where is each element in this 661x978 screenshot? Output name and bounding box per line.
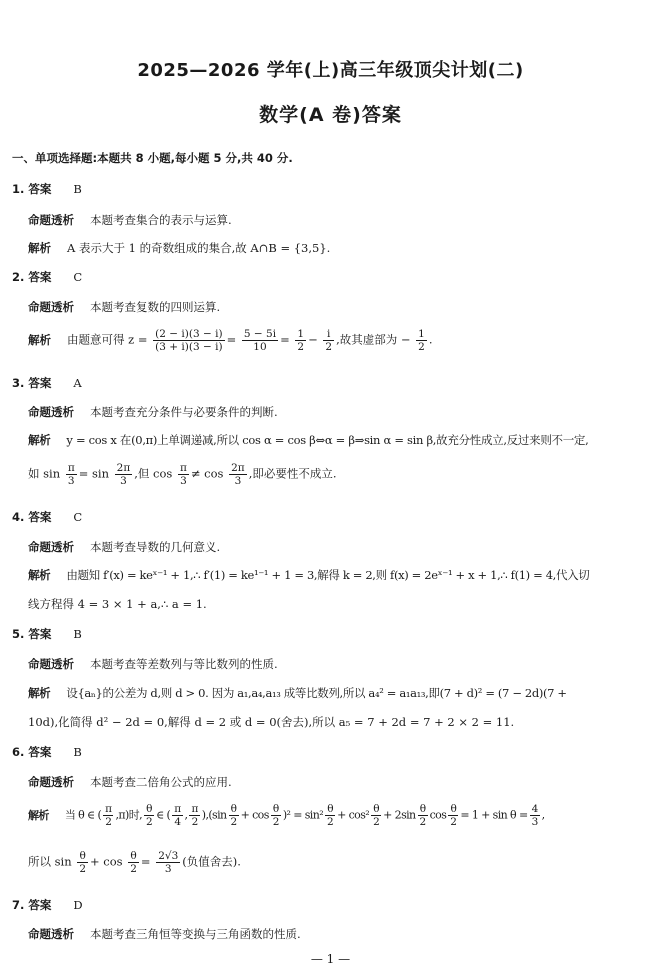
question-2-purpose [28, 299, 647, 315]
question-3-header [12, 375, 82, 391]
analysis-label: 解析 [28, 332, 51, 347]
purpose-label: 命题透析 [28, 405, 74, 419]
purpose-text: 本题考查三角恒等变换与三角函数的性质. [90, 927, 301, 941]
analysis-text: 设{aₙ}的公差为 d,则 d > 0. 因为 a₁,a₄,a₁₃ 成等比数列,所以 a₄² = a₁a₁₃,即(7 + d)² = (7 − 2d)(7 + [66, 686, 567, 700]
question-6-analysis: 解析 当 θ ∈ ( $\frac{\pi}{2}$ ,π)时, $\frac{\theta}{2}$ ∈ ( $\frac{\pi}{4}$ , $\frac{\pi}{2}$ ),(sin $\frac{\theta}{2}$ + cos $\frac{\theta}{2}$ )² = sin² $\frac{\theta}{2}$ + cos² $\frac{\theta}{2}$ + 2sin $\frac{\theta}{2}$ cos $\frac{\theta}{2}$ = 1 + sin θ = $\frac{4}{3}$ , [28, 803, 545, 829]
analysis-label: 解析 [28, 241, 51, 255]
exam-subtitle: 数学(A 卷)答案 [259, 104, 402, 126]
fraction: $\frac{\pi}{4}$ [174, 803, 181, 829]
answer-label: 答案 [28, 510, 52, 524]
purpose-text: 本题考查复数的四则运算. [90, 300, 221, 314]
question-1-purpose [28, 212, 647, 228]
analysis-text: 由题知 f′(x) = keˣ⁻¹ + 1,∴ f′(1) = ke¹⁻¹ + 1 = 3,解得 k = 2,则 f(x) = 2eˣ⁻¹ + x + 1,∴ f(1) = 4,代入切 [66, 568, 590, 582]
answer-choice: C [73, 510, 83, 524]
purpose-label: 命题透析 [28, 927, 74, 941]
question-number: 6. [12, 745, 25, 759]
question-4-analysis [28, 567, 647, 583]
fraction: $\frac{\theta}{2}$ [79, 850, 86, 876]
answer-choice: B [73, 627, 82, 641]
answer-label: 答案 [28, 745, 52, 759]
question-number: 1. [12, 182, 25, 196]
fraction: $\frac{(2 - i)(3 - i)}{(3 + i)(3 - i)}$ [155, 328, 223, 354]
fraction: $\frac{2\pi}{3}$ [231, 462, 245, 488]
fraction: $\frac{\theta}{2}$ [130, 850, 137, 876]
question-3-analysis [28, 432, 647, 448]
fraction: $\frac{1}{2}$ [297, 328, 305, 354]
question-5-header [12, 626, 82, 642]
answer-label: 答案 [28, 898, 52, 912]
section-heading: 一、单项选择题:本题共 8 小题,每小题 5 分,共 40 分. [12, 151, 293, 165]
purpose-label: 命题透析 [28, 657, 74, 671]
question-number: 2. [12, 270, 25, 284]
fraction: $\frac{2\pi}{3}$ [116, 462, 131, 488]
answer-choice: C [73, 270, 83, 284]
purpose-label: 命题透析 [28, 213, 74, 227]
question-number: 7. [12, 898, 25, 912]
question-1-header [12, 181, 82, 197]
question-number: 4. [12, 510, 25, 524]
purpose-text: 本题考查等差数列与等比数列的性质. [90, 657, 278, 671]
question-number: 5. [12, 627, 25, 641]
fraction: $\frac{\theta}{2}$ [450, 803, 457, 829]
answer-label: 答案 [28, 627, 52, 641]
purpose-text: 本题考查二倍角公式的应用. [90, 775, 232, 789]
page-number: — 1 — [310, 952, 351, 966]
answer-choice: D [73, 898, 83, 912]
fraction: $\frac{\theta}{2}$ [373, 803, 380, 829]
analysis-text: y = cos x 在(0,π)上单调递减,所以 cos α = cos β⇔α = β⇒sin α = sin β,故充分性成立,反过来则不一定, [66, 433, 589, 447]
question-5-analysis [28, 685, 647, 701]
question-3-analysis-cont: 如 sin $\frac{\pi}{3}$ = sin $\frac{2\pi}{3}$ ,但 cos $\frac{\pi}{3}$ ≠ cos $\frac{2\pi}{3}$ ,即必要性不成立. [28, 462, 337, 488]
purpose-label: 命题透析 [28, 300, 74, 314]
analysis-label: 解析 [28, 686, 51, 700]
answer-label: 答案 [28, 376, 52, 390]
fraction: $\frac{\theta}{2}$ [327, 803, 334, 829]
purpose-label: 命题透析 [28, 775, 74, 789]
question-6-header [12, 744, 82, 760]
answer-choice: B [73, 745, 82, 759]
fraction: $\frac{1}{2}$ [418, 328, 425, 354]
question-2-header [12, 269, 82, 285]
purpose-text: 本题考查导数的几何意义. [90, 540, 221, 554]
question-6-purpose [28, 774, 647, 790]
fraction: $\frac{\theta}{2}$ [272, 803, 279, 829]
answer-choice: B [73, 182, 82, 196]
fraction: $\frac{\pi}{2}$ [105, 803, 112, 829]
question-1-analysis [28, 240, 647, 256]
purpose-label: 命题透析 [28, 540, 74, 554]
analysis-label: 解析 [28, 808, 49, 822]
question-3-purpose [28, 404, 647, 420]
question-4-analysis-cont: 线方程得 4 = 3 × 1 + a,∴ a = 1. [28, 597, 207, 611]
fraction: $\frac{i}{2}$ [325, 328, 333, 354]
question-4-header [12, 509, 82, 525]
question-5-analysis-cont: 10d),化简得 d² − 2d = 0,解得 d = 2 或 d = 0(舍去),所以 a₅ = 7 + 2d = 7 + 2 × 2 = 11. [28, 715, 515, 729]
question-7-header [12, 897, 83, 913]
answer-label: 答案 [28, 182, 52, 196]
fraction: $\frac{\theta}{2}$ [419, 803, 426, 829]
exam-title: 2025—2026 学年(上)高三年级顶尖计划(二) [137, 60, 524, 81]
purpose-text: 本题考查集合的表示与运算. [90, 213, 232, 227]
analysis-text: 由题意可得 z = [67, 332, 148, 347]
fraction: $\frac{2√3}{3}$ [158, 850, 179, 876]
question-6-analysis-cont: 所以 sin $\frac{\theta}{2}$ + cos $\frac{\theta}{2}$ = $\frac{2√3}{3}$ (负值舍去). [28, 850, 241, 876]
fraction: $\frac{\theta}{2}$ [146, 803, 153, 829]
fraction: $\frac{\theta}{2}$ [230, 803, 237, 829]
question-2-analysis: 解析 由题意可得 z = $\frac{(2 - i)(3 - i)}{(3 + i)(3 - i)}$ = $\frac{5 - 5i}{10}$ = $\frac{1}{2}$ − $\frac{i}{2}$ ,故其虚部为 − $\frac{1}{2}$ . [28, 328, 433, 354]
question-5-purpose [28, 656, 647, 672]
analysis-text: A 表示大于 1 的奇数组成的集合,故 A∩B = {3,5}. [67, 241, 331, 255]
question-4-purpose [28, 539, 647, 555]
purpose-text: 本题考查充分条件与必要条件的判断. [90, 405, 278, 419]
answer-label: 答案 [28, 270, 52, 284]
fraction: $\frac{\pi}{2}$ [191, 803, 198, 829]
fraction: $\frac{4}{3}$ [531, 803, 538, 829]
analysis-label: 解析 [28, 433, 51, 447]
fraction: $\frac{\pi}{3}$ [179, 462, 187, 488]
fraction: $\frac{\pi}{3}$ [67, 462, 75, 488]
question-number: 3. [12, 376, 25, 390]
fraction: $\frac{5 - 5i}{10}$ [243, 328, 277, 354]
question-7-purpose [28, 926, 647, 942]
answer-choice: A [73, 376, 82, 390]
analysis-label: 解析 [28, 568, 51, 582]
